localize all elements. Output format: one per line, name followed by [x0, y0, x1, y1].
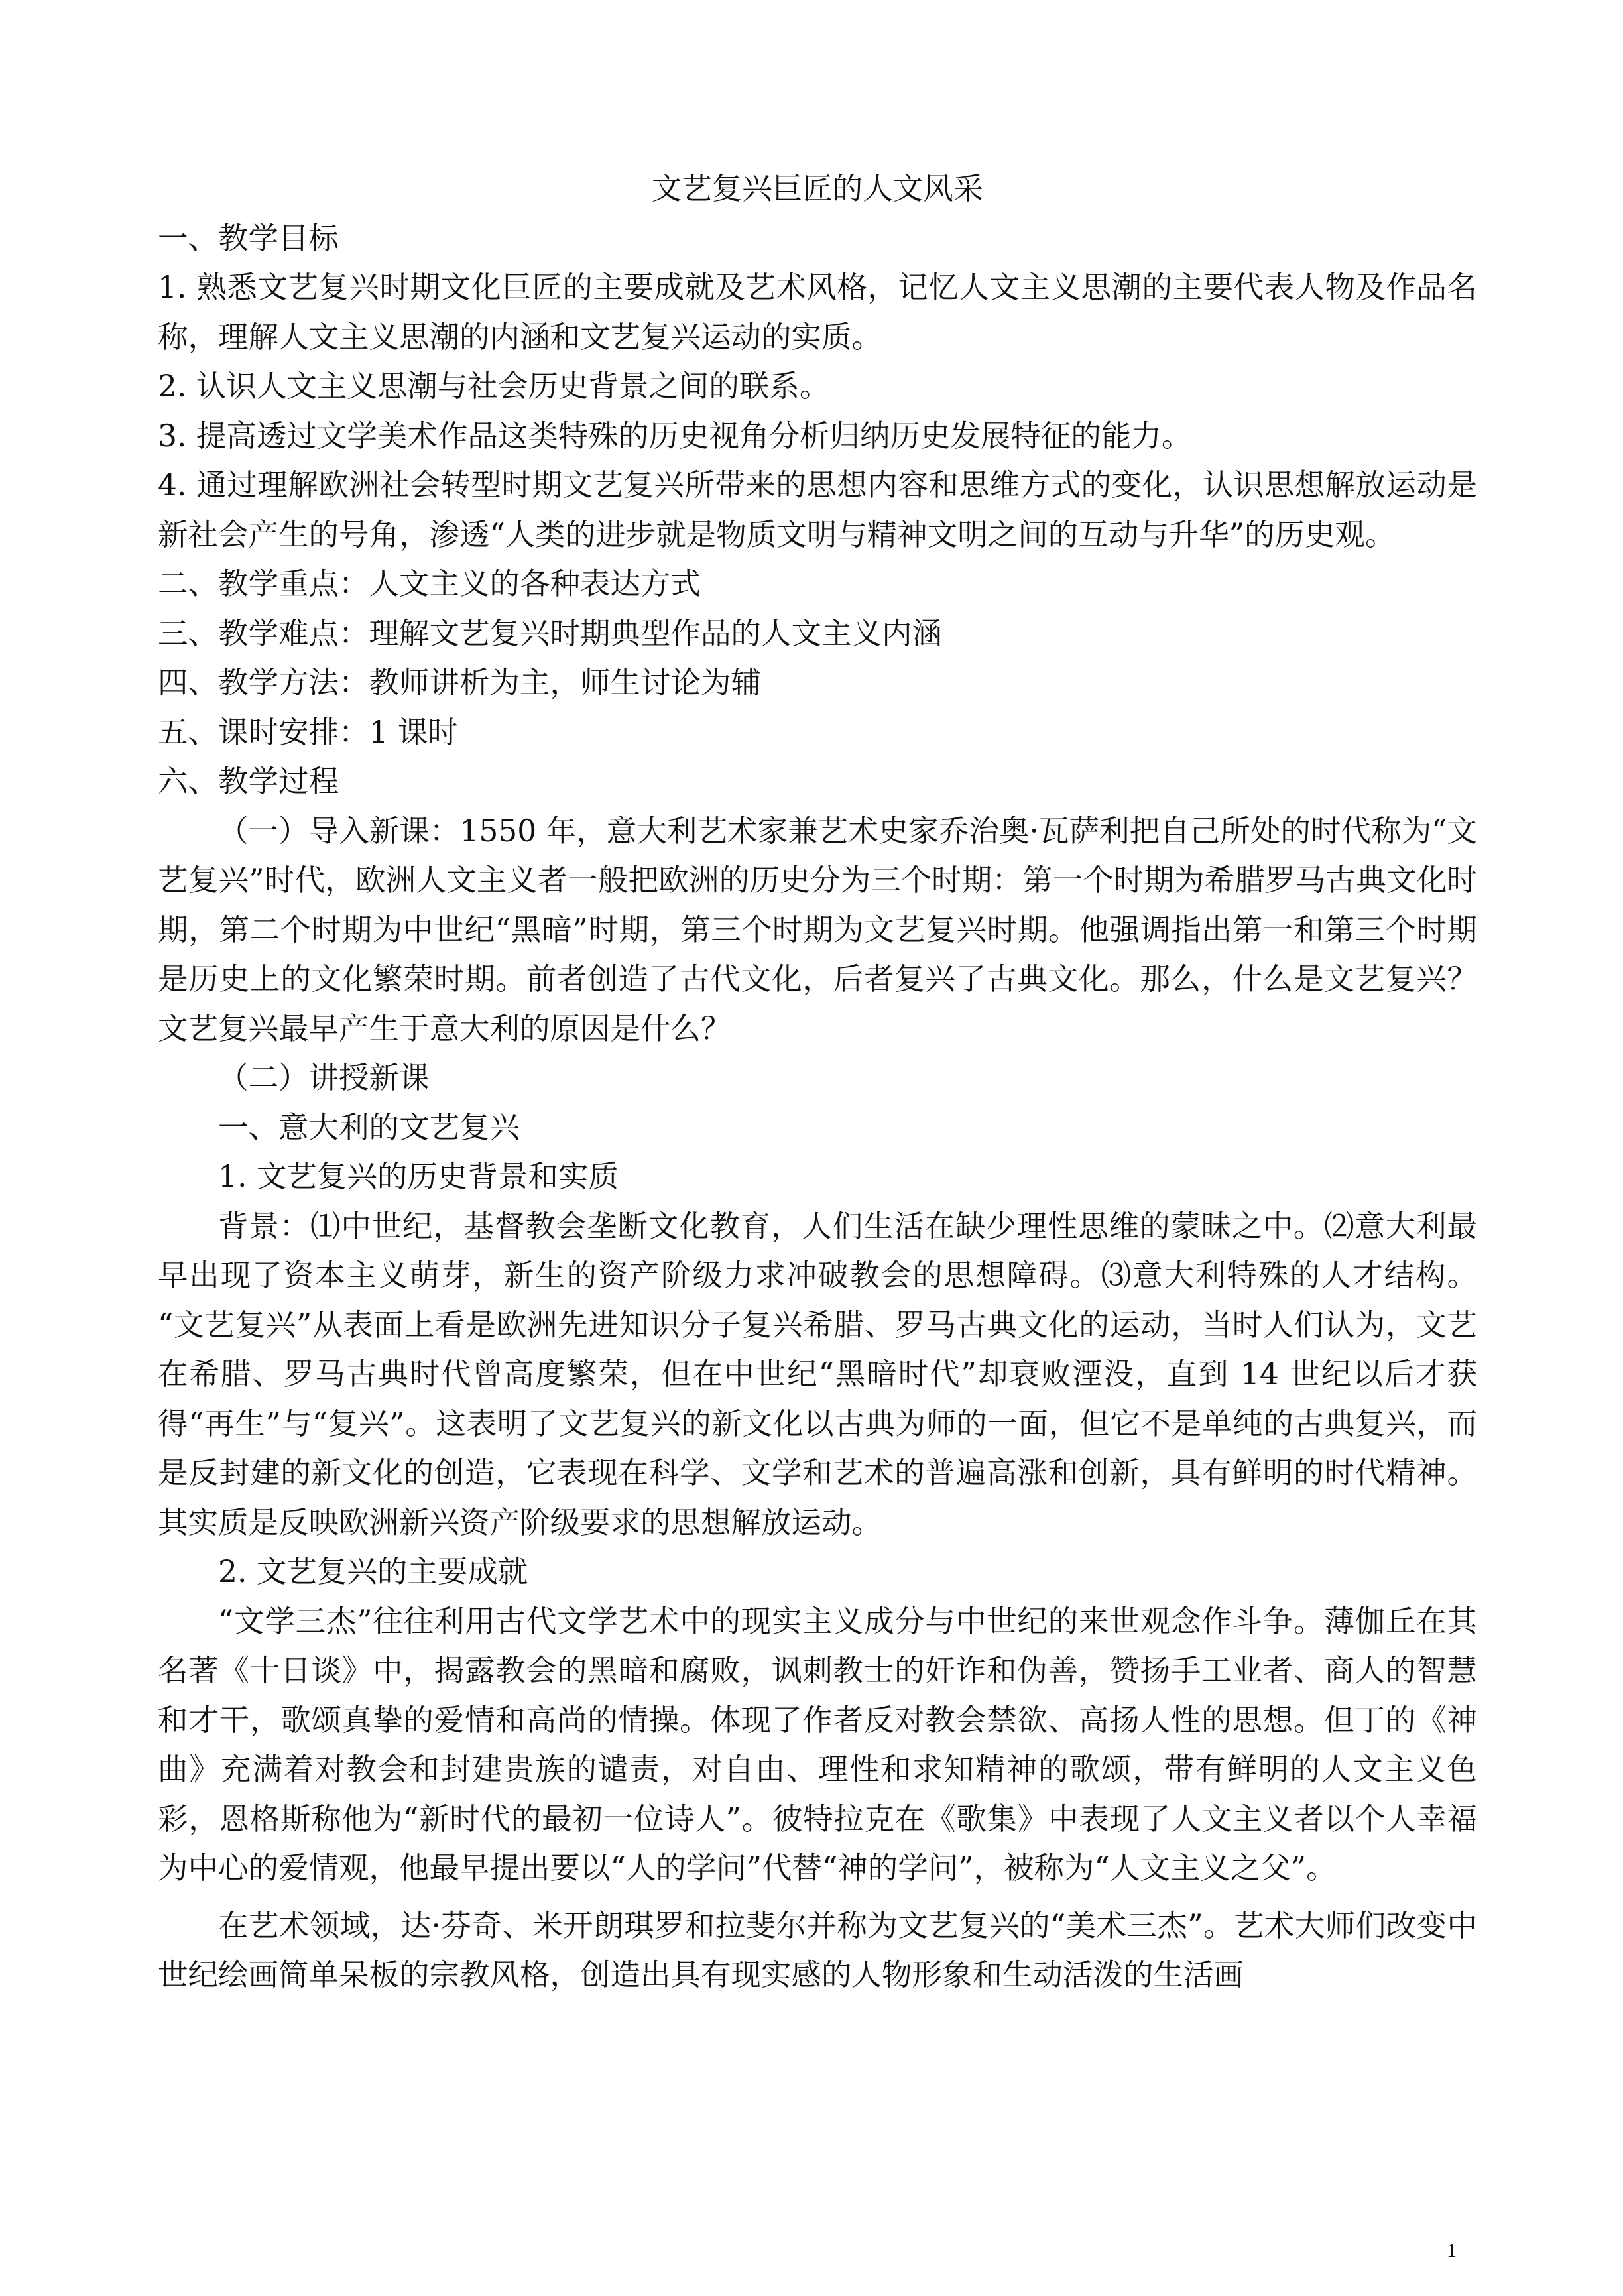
paragraph-intro: （一）导入新课：1550 年，意大利艺术家兼艺术史家乔治奥·瓦萨利把自己所处的时代称为“文艺复兴”时代，欧洲人文主义者一般把欧洲的历史分为三个时期：第一个时期为希腊罗马古典文化时期，第二个时期为中世纪“黑暗”时期，第三个时期为文艺复兴时期。他强调指出第一和第三个时期是历史上的文化繁荣时期。前者创造了古代文化，后者复兴了古典文化。那么，什么是文艺复兴？文艺复兴最早产生于意大利的原因是什么？ — [158, 813, 1477, 1046]
objective-2: 2. 认识人文主义思潮与社会历史背景之间的联系。 — [158, 369, 830, 404]
subheading-lecture: （二）讲授新课 — [218, 1060, 430, 1095]
heading-key-points: 二、教学重点：人文主义的各种表达方式 — [158, 566, 701, 601]
paragraph-spacer — [158, 1894, 1477, 1902]
paragraph-background: 背景：⑴中世纪，基督教会垄断文化教育，人们生活在缺少理性思维的蒙昧之中。⑵意大利最早出现了资本主义萌芽，新生的资产阶级力求冲破教会的思想障碍。⑶意大利特殊的人才结构。 “文艺复兴”从表面上看是欧洲先进知识分子复兴希腊、罗马古典文化的运动，当时人们认为，文艺在希腊、罗马古典时代曾高度繁荣，但在中世纪“黑暗时代”却衰败湮没，直到 14 世纪以后才获得“再生”与“复兴”。这表明了文艺复兴的新文化以古典为师的一面，但它不是单纯的古典复兴，而是反封建的新文化的创造，它表现在科学、文学和艺术的普遍高涨和创新，具有鲜明的时代精神。其实质是反映欧洲新兴资产阶级要求的思想解放运动。 — [158, 1208, 1477, 1540]
heading-methods: 四、教学方法：教师讲析为主，师生讨论为辅 — [158, 665, 762, 700]
objective-3: 3. 提高透过文学美术作品这类特殊的历史视角分析归纳历史发展特征的能力。 — [158, 418, 1192, 453]
objective-4: 4. 通过理解欧洲社会转型时期文艺复兴所带来的思想内容和思维方式的变化，认识思想解放运动是新社会产生的号角，渗透“人类的进步就是物质文明与精神文明之间的互动与升华”的历史观。 — [158, 467, 1477, 552]
heading-difficulties: 三、教学难点：理解文艺复兴时期典型作品的人文主义内涵 — [158, 615, 943, 651]
subheading-achievements: 2. 文艺复兴的主要成就 — [218, 1554, 528, 1589]
heading-process: 六、教学过程 — [158, 764, 339, 799]
document-title: 文艺复兴巨匠的人文风采 — [651, 171, 984, 206]
heading-teaching-objectives: 一、教学目标 — [158, 220, 339, 256]
paragraph-art: 在艺术领域，达·芬奇、米开朗琪罗和拉斐尔并称为文艺复兴的“美术三杰”。艺术大师们改变中世纪绘画简单呆板的宗教风格，创造出具有现实感的人物形象和生动活泼的生活画 — [158, 1907, 1477, 1992]
heading-schedule: 五、课时安排：1 课时 — [158, 714, 458, 750]
page-number: 1 — [1447, 2240, 1457, 2262]
subheading-background: 1. 文艺复兴的历史背景和实质 — [218, 1159, 619, 1194]
subheading-italy: 一、意大利的文艺复兴 — [218, 1109, 520, 1145]
paragraph-literature: “文学三杰”往往利用古代文学艺术中的现实主义成分与中世纪的来世观念作斗争。薄伽丘在其名著《十日谈》中，揭露教会的黑暗和腐败，讽刺教士的奸诈和伪善，赞扬手工业者、商人的智慧和才干，歌颂真挚的爱情和高尚的情操。体现了作者反对教会禁欲、高扬人性的思想。但丁的《神曲》充满着对教会和封建贵族的谴责，对自由、理性和求知精神的歌颂，带有鲜明的人文主义色彩，恩格斯称他为“新时代的最初一位诗人”。彼特拉克在《歌集》中表现了人文主义者以个人幸福为中心的爱情观，他最早提出要以“人的学问”代替“神的学问”，被称为“人文主义之父”。 — [158, 1603, 1477, 1886]
document-body — [158, 164, 1477, 2000]
objective-1: 1. 熟悉文艺复兴时期文化巨匠的主要成就及艺术风格，记忆人文主义思潮的主要代表人物及作品名称，理解人文主义思潮的内涵和文艺复兴运动的实质。 — [158, 270, 1477, 355]
